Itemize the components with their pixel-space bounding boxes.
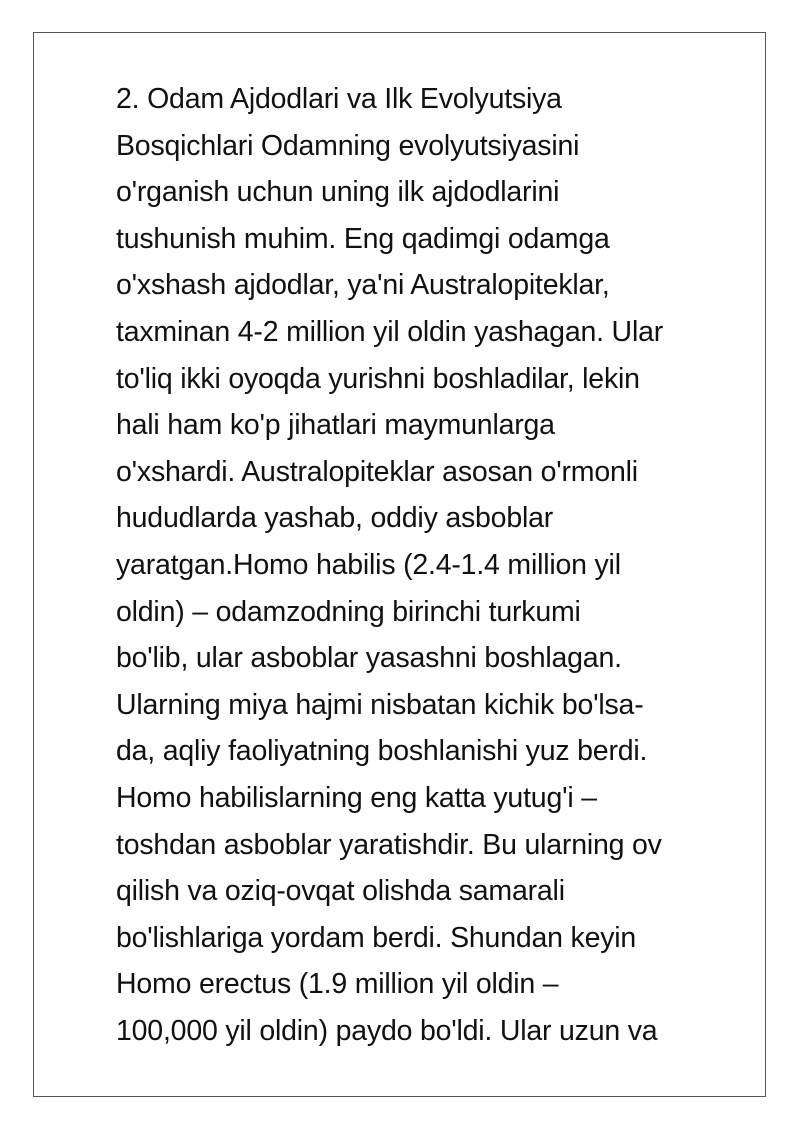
text-line: hududlarda yashab, oddiy asboblar — [116, 502, 554, 535]
text-line: tushunish muhim. Eng qadimgi odamga — [116, 222, 610, 255]
text-line: bo'lishlariga yordam berdi. Shundan keyin — [116, 921, 637, 954]
text-line: Homo habilislarning eng katta yutug'i – — [116, 781, 597, 814]
text-line: Ularning miya hajmi nisbatan kichik bo'lsa- — [116, 688, 644, 721]
text-line: da, aqliy faoliyatning boshlanishi yuz berdi. — [116, 735, 648, 768]
text-line: to'liq ikki oyoqda yurishni boshladilar, lekin — [116, 362, 640, 395]
text-line: 100,000 yil oldin) paydo bo'ldi. Ular uzun va — [116, 1014, 658, 1047]
text-line: hali ham ko'p jihatlari maymunlarga — [116, 409, 555, 442]
text-line: o'xshash ajdodlar, ya'ni Australopiteklar, — [116, 269, 610, 302]
text-line: Bosqichlari Odamning evolyutsiyasini — [116, 129, 580, 162]
text-line: toshdan asboblar yaratishdir. Bu ularning ov — [116, 828, 662, 861]
text-line: o'rganish uchun uning ilk ajdodlarini — [116, 176, 560, 209]
text-line: yaratgan.Homo habilis (2.4-1.4 million yil — [116, 548, 621, 581]
text-line: o'xshardi. Australopiteklar asosan o'rmonli — [116, 455, 638, 488]
text-line: Homo erectus (1.9 million yil oldin – — [116, 968, 559, 1001]
document-body-text — [116, 76, 663, 1054]
text-line: qilish va oziq-ovqat olishda samarali — [116, 875, 565, 908]
text-line: taxminan 4-2 million yil oldin yashagan. Ular — [116, 315, 664, 348]
text-line: 2. Odam Ajdodlari va Ilk Evolyutsiya — [116, 83, 562, 115]
text-line: oldin) – odamzodning birinchi turkumi — [116, 595, 581, 628]
text-line: bo'lib, ular asboblar yasashni boshlagan. — [116, 642, 622, 675]
